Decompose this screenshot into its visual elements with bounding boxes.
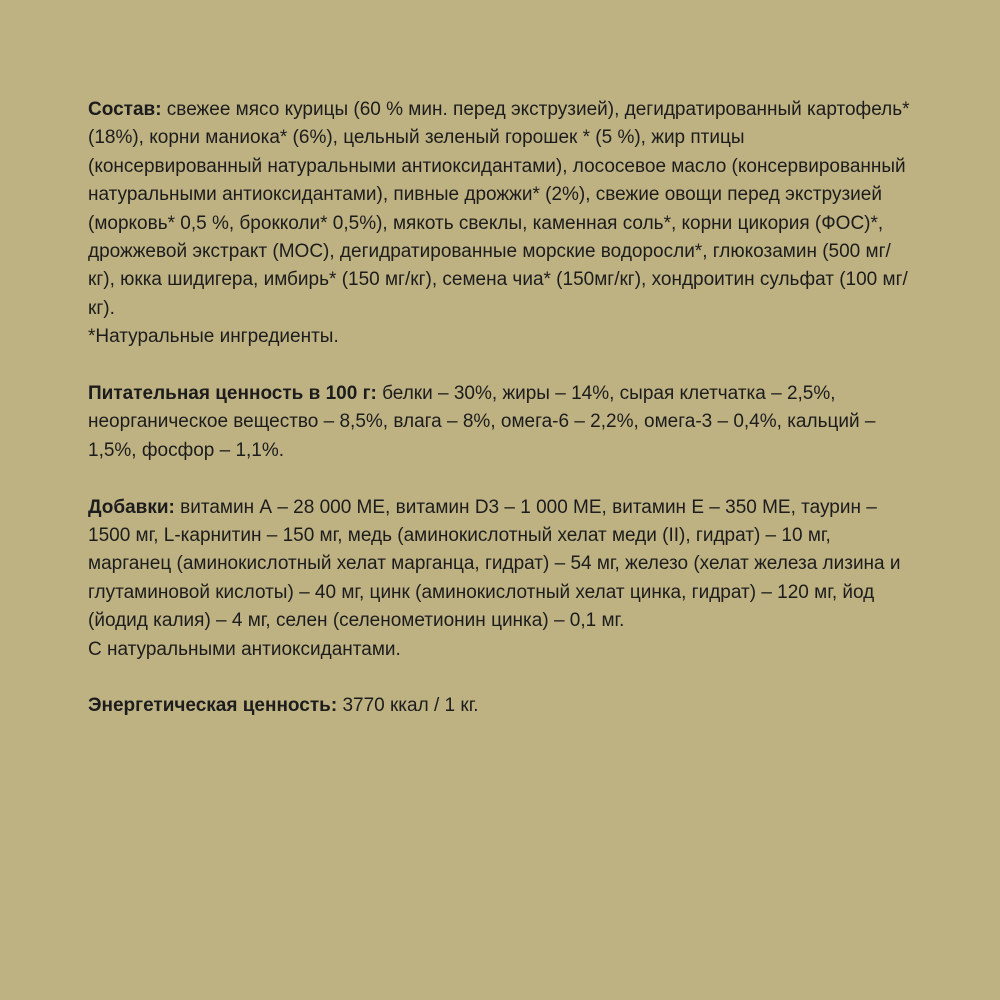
energy-paragraph bbox=[88, 692, 916, 720]
composition-section bbox=[88, 96, 916, 352]
nutrition-label: Питательная ценность в 100 г: bbox=[88, 383, 377, 405]
energy-section bbox=[88, 692, 916, 720]
additives-text: витамин А – 28 000 МЕ, витамин D3 – 1 000 МЕ, витамин Е – 350 МЕ, таурин – 1500 мг, L-карнитин – 150 мг, медь (аминокислотный хелат меди (II), гидрат) – 10 мг, марганец (аминокислотный хелат марганца, гидрат) – 54 мг, железо (хелат железа лизина и глутаминовой кислоты) – 40 мг, цинк (аминокислотный хелат цинка, гидрат) – 120 мг, йод (йодид калия) – 4 мг, селен (селенометионин цинка) – 0,1 мг. bbox=[88, 496, 901, 632]
nutrition-text: белки – 30%, жиры – 14%, сырая клетчатка – 2,5%, неорганическое вещество – 8,5%, влага – 8%, омега-6 – 2,2%, омега-3 – 0,4%, кальций – 1,5%, фосфор – 1,1%. bbox=[88, 383, 876, 461]
energy-text: 3770 ккал / 1 кг. bbox=[337, 695, 479, 717]
nutrition-section bbox=[88, 380, 916, 465]
composition-label: Состав: bbox=[88, 99, 162, 120]
composition-text: свежее мясо курицы (60 % мин. перед экструзией), дегидратированный картофель* (18%), корни маниока* (6%), цельный зеленый горошек * (5 %), жир птицы (консервированный натуральными антиоксидантами), лососевое масло (консервированный натуральными антиоксидантами), пивные дрожжи* (2%), свежие овощи перед экструзией (морковь* 0,5 %, брокколи* 0,5%), мякоть свеклы, каменная соль*, корни цикория (ФОС)*, дрожжевой экстракт (МОС), дегидратированные морские водоросли*, глюкозамин (500 мг/кг), юкка шидигера, имбирь* (150 мг/кг), семена чиа* (150мг/кг), хондроитин сульфат (100 мг/кг). bbox=[88, 99, 910, 319]
additives-label: Добавки: bbox=[88, 496, 175, 518]
composition-note: *Натуральные ингредиенты. bbox=[88, 326, 339, 348]
nutrition-paragraph bbox=[88, 380, 916, 465]
composition-paragraph bbox=[88, 96, 916, 323]
additives-note: С натуральными антиоксидантами. bbox=[88, 638, 401, 660]
additives-section bbox=[88, 494, 916, 664]
additives-paragraph bbox=[88, 494, 916, 636]
energy-label: Энергетическая ценность: bbox=[88, 695, 338, 717]
